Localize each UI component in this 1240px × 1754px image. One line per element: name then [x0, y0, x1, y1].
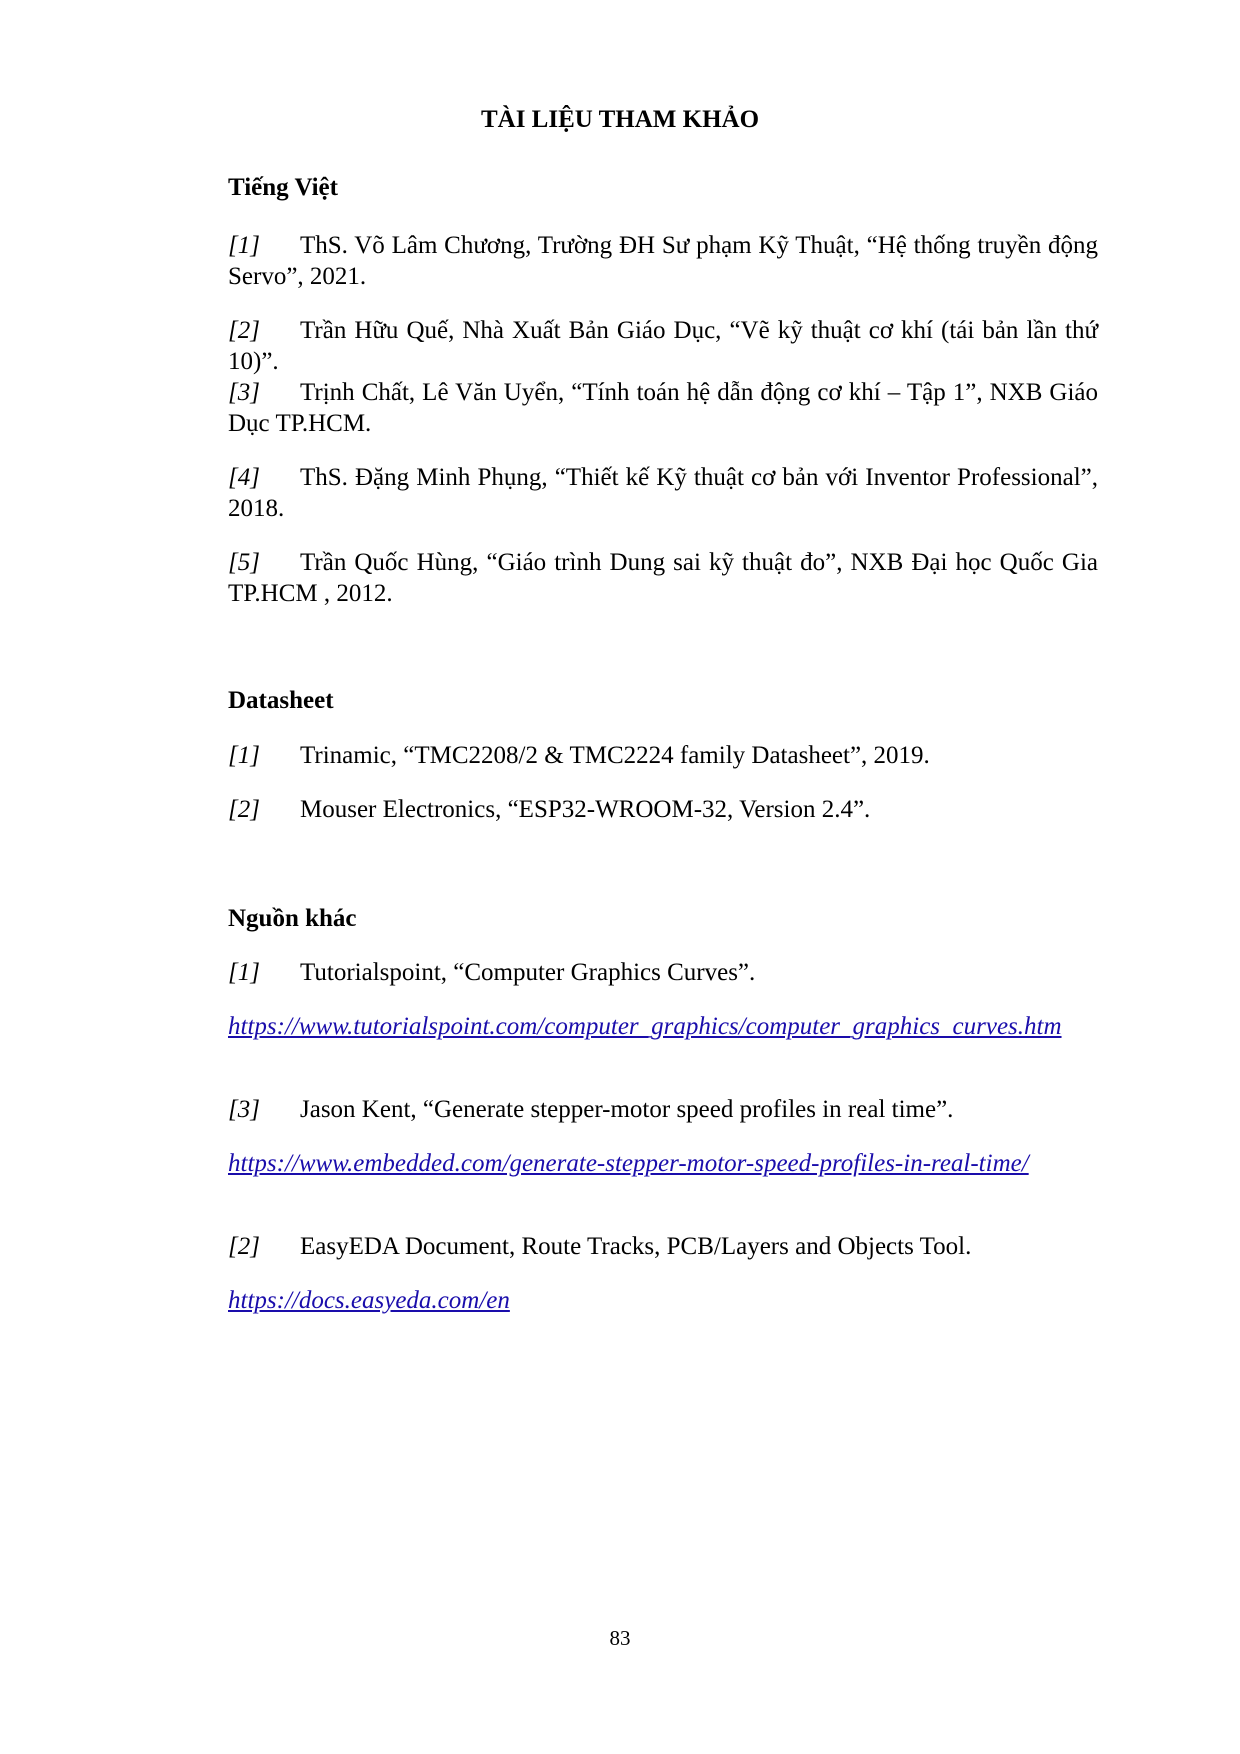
page-title: TÀI LIỆU THAM KHẢO: [480, 106, 760, 133]
reference-item: [228, 1094, 1098, 1125]
reference-number: [2]: [228, 317, 260, 344]
reference-item: [228, 547, 1098, 609]
reference-number: [2]: [228, 796, 260, 823]
reference-number: [2]: [228, 1233, 260, 1260]
section-heading-nguon-khac: Nguồn khác: [228, 905, 357, 932]
reference-link[interactable]: https://docs.easyeda.com/en: [228, 1287, 510, 1314]
reference-item: [228, 377, 1098, 439]
reference-link[interactable]: https://www.tutorialspoint.com/computer_graphics/computer_graphics_curves.htm: [228, 1013, 1062, 1040]
reference-text: Trần Quốc Hùng, “Giáo trình Dung sai kỹ thuật đo”, NXB Đại học Quốc Gia TP.HCM , 2012.: [228, 549, 1098, 607]
reference-number: [1]: [228, 232, 260, 259]
reference-text: Tutorialspoint, “Computer Graphics Curves”.: [300, 959, 756, 986]
reference-text: Mouser Electronics, “ESP32-WROOM-32, Version 2.4”.: [300, 796, 871, 823]
reference-item: [228, 315, 1098, 377]
page-number: 83: [609, 1626, 631, 1650]
reference-number: [5]: [228, 549, 260, 576]
reference-item: [228, 794, 1098, 825]
reference-item: [228, 1231, 1098, 1262]
reference-number: [3]: [228, 1096, 260, 1123]
reference-text: Trần Hữu Quế, Nhà Xuất Bản Giáo Dục, “Vẽ kỹ thuật cơ khí (tái bản lần thứ 10)”.: [228, 317, 1098, 375]
reference-item: [228, 740, 1098, 771]
reference-text: Trịnh Chất, Lê Văn Uyển, “Tính toán hệ dẫn động cơ khí – Tập 1”, NXB Giáo Dục TP.HCM.: [228, 379, 1098, 437]
reference-link[interactable]: https://www.embedded.com/generate-stepper-motor-speed-profiles-in-real-time/: [228, 1150, 1029, 1177]
reference-text: Trinamic, “TMC2208/2 & TMC2224 family Datasheet”, 2019.: [300, 742, 930, 769]
reference-text: ThS. Võ Lâm Chương, Trường ĐH Sư phạm Kỹ Thuật, “Hệ thống truyền động Servo”, 2021.: [228, 232, 1098, 290]
reference-number: [3]: [228, 379, 260, 406]
reference-text: ThS. Đặng Minh Phụng, “Thiết kế Kỹ thuật cơ bản với Inventor Professional”, 2018.: [228, 464, 1098, 522]
reference-item: [228, 230, 1098, 292]
section-heading-tieng-viet: Tiếng Việt: [228, 174, 338, 201]
reference-text: Jason Kent, “Generate stepper-motor speed profiles in real time”.: [300, 1096, 954, 1123]
reference-item: [228, 462, 1098, 524]
section-heading-datasheet: Datasheet: [228, 687, 334, 714]
reference-number: [1]: [228, 959, 260, 986]
reference-item: [228, 957, 1098, 988]
reference-number: [1]: [228, 742, 260, 769]
reference-text: EasyEDA Document, Route Tracks, PCB/Layers and Objects Tool.: [300, 1233, 972, 1260]
reference-number: [4]: [228, 464, 260, 491]
